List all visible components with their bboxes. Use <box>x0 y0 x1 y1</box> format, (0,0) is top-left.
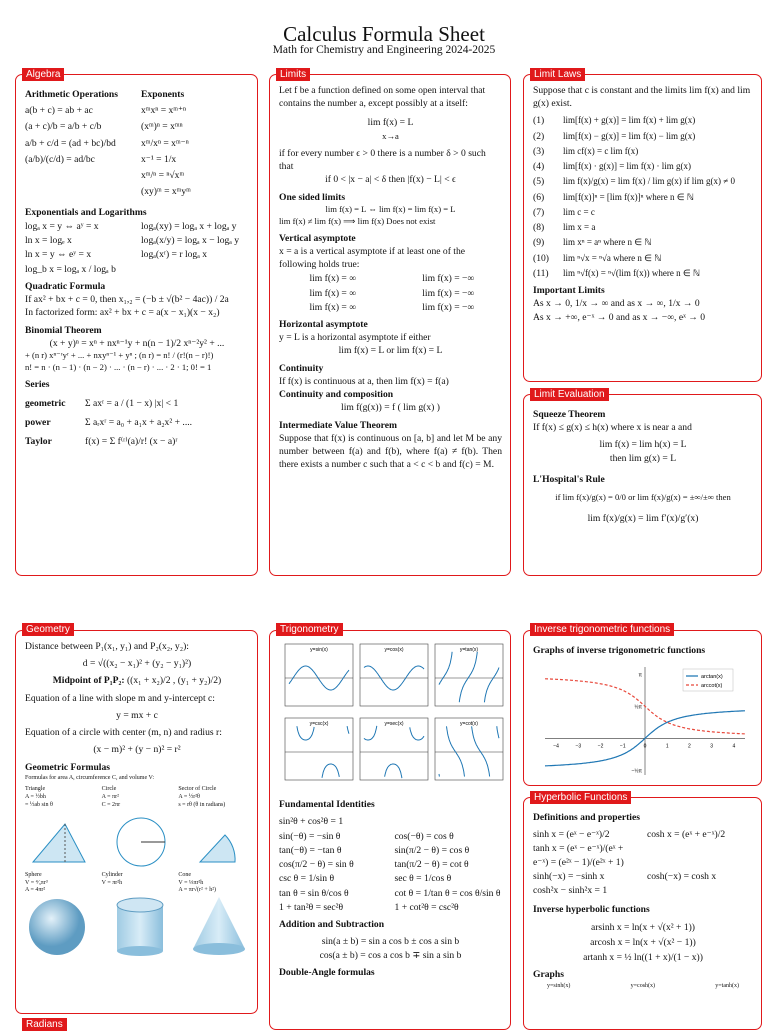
limit-law-formula: lim f(x)/g(x) = lim f(x) / lim g(x) if lim g(x) ≠ 0 <box>563 176 735 187</box>
horizontal-asymptote-heading: Horizontal asymptote <box>279 319 368 330</box>
hyperbolic-def-row <box>533 828 753 841</box>
limit-law <box>533 145 753 158</box>
midpoint-formula: ((x₁ + x₂)/2 , (y₁ + y₂)/2) <box>126 675 222 687</box>
trig-identity-row <box>279 901 502 914</box>
limit-law <box>533 130 753 143</box>
inverse-trig-x-tick: −2 <box>597 743 604 750</box>
inverse-trig-x-tick: −3 <box>575 743 582 750</box>
inverse-trig-y-tick: π <box>638 672 642 679</box>
trig-identity-cell <box>395 815 503 828</box>
vertical-asymptote-heading: Vertical asymptote <box>279 232 356 244</box>
shape-formula-1: A = ½bh <box>25 793 46 800</box>
inverse-trig-x-tick: −1 <box>619 743 626 750</box>
sphere-figure <box>29 899 85 955</box>
series-row <box>25 416 249 429</box>
limit-law <box>533 221 753 234</box>
inverse-trig-x-tick: −4 <box>553 743 559 750</box>
trig-plot <box>360 718 428 780</box>
distance-formula: d = √((x₂ − x₁)² + (y₂ − y₁)²) <box>82 658 192 670</box>
vertical-asymptote-rule-cell: lim f(x) = ∞ <box>309 273 357 285</box>
inverse-hyperbolic-rule: arsinh x = ln(x + √(x² + 1)) <box>590 921 696 933</box>
series-heading: Series <box>25 378 50 390</box>
sector-figure <box>200 835 235 862</box>
trig-plot <box>285 718 353 780</box>
shape-formula-2: = ½ab sin θ <box>25 801 53 808</box>
arithmetic-heading: Arithmetic Operations <box>25 89 118 100</box>
series-name: geometric <box>25 397 66 409</box>
shape-formula-1: V = ⅓πr²h <box>178 879 204 886</box>
limit-law-number: (1) <box>533 115 545 127</box>
inverse-trig-x-tick: 3 <box>710 743 714 750</box>
trig-plot-frame <box>360 718 428 780</box>
limit-law <box>533 160 753 173</box>
exponents-heading: Exponents <box>141 89 185 100</box>
shape-name: Circle <box>101 786 117 793</box>
important-limits-2: As x → +∞, e⁻ˣ → 0 and as x → −∞, eˣ → 0 <box>533 311 706 323</box>
distance-text: Distance between P₁(x₁, y₁) and P₂(x₂, y₂): <box>25 641 189 652</box>
limit-law-number: (10) <box>533 252 549 264</box>
addition-sin: sin(a ± b) = sin a cos b ± cos a sin b <box>321 936 460 948</box>
shape-name: Cylinder <box>101 871 123 878</box>
hyperbolic-graph-title: y=cosh(x) <box>630 982 656 989</box>
exponent-rule: xᵐ/ⁿ = ⁿ√xᵐ <box>141 170 185 182</box>
limit-law <box>533 267 753 280</box>
limit-eval-tag: Limit Evaluation <box>530 388 609 401</box>
limit-laws-intro: Suppose that c is constant and the limits lim f(x) and lim g(x) exist. <box>533 85 751 110</box>
log-rule-cell: logₐ(xʳ) = r logₐ x <box>141 249 208 261</box>
trig-plot <box>360 644 428 706</box>
cone-base <box>193 943 245 955</box>
hyperbolic-graph-title: y=sinh(x) <box>547 982 571 989</box>
log-rule-cell <box>141 263 249 276</box>
inverse-trig-x-tick: 4 <box>732 743 736 750</box>
shapes-bottom-figures <box>25 895 250 957</box>
fundamental-identities-heading: Fundamental Identities <box>279 799 375 811</box>
vertical-asymptote-rule-row <box>279 272 502 285</box>
log-rule-row <box>25 234 249 247</box>
shape-formula-1: A = πr² <box>101 793 119 800</box>
important-limits-heading: Important Limits <box>533 285 605 297</box>
trig-identity-cell: sin(−θ) = −sin θ <box>279 830 341 842</box>
exponent-rule: (xy)ᵐ = xᵐyᵐ <box>141 186 191 198</box>
log-rule-cell: ln x = y ⇔ eʸ = x <box>25 249 92 261</box>
shape-name: Triangle <box>25 786 46 793</box>
hyperbolic-def-row <box>533 870 753 883</box>
limit-laws-tag: Limit Laws <box>530 68 585 81</box>
hyperbolic-def-heading: Definitions and properties <box>533 812 640 823</box>
radians-tag: Radians <box>22 1018 67 1031</box>
series-formula: Σ aᵣxʳ = a₀ + a₁x + a₂x² + .... <box>85 417 193 429</box>
log-rule-row <box>25 248 249 261</box>
composition-heading: Continuity and composition <box>279 389 394 401</box>
trig-identity-row <box>279 887 502 900</box>
important-limits-1: As x → 0, 1/x → ∞ and as x → ∞, 1/x → 0 <box>533 298 700 310</box>
limit-law-number: (9) <box>533 237 545 249</box>
trig-identity-row <box>279 844 502 857</box>
shape-label <box>178 872 249 895</box>
trig-identity-cell: sin(π/2 − θ) = cos θ <box>394 844 470 856</box>
limit-law <box>533 191 753 204</box>
trig-plot-title: y=sec(x) <box>384 721 404 727</box>
shapes-top-figures <box>25 810 250 868</box>
shape-label <box>102 786 173 809</box>
limit-law-formula: lim cf(x) = c lim f(x) <box>563 145 639 156</box>
shape-name: Sector of Circle <box>178 786 217 793</box>
lhospital-1: if lim f(x)/g(x) = 0/0 or lim f(x)/g(x) = ±∞/±∞ then <box>555 492 731 503</box>
squeeze-heading: Squeeze Theorem <box>533 409 606 420</box>
arithmetic-rule: (a/b)/(c/d) = ad/bc <box>25 153 95 165</box>
log-rule-cell: ln x = logₑ x <box>25 235 72 247</box>
trig-identity-cell: cot θ = 1/tan θ = cos θ/sin θ <box>394 887 501 899</box>
limit-def-formula: lim f(x) = L <box>367 117 414 129</box>
inverse-hyperbolic-rule: arcosh x = ln(x + √(x² − 1)) <box>590 936 696 948</box>
inverse-trig-x-tick: 1 <box>665 743 669 750</box>
hyperbolic-graph-title: y=tanh(x) <box>715 982 739 989</box>
series-formula: Σ axʳ = a / (1 − x) |x| < 1 <box>85 397 179 409</box>
inverse-hyperbolic-heading: Inverse hyperbolic functions <box>533 904 650 916</box>
line-formula: y = mx + c <box>116 709 158 721</box>
hyperbolic-graphs-heading: Graphs <box>533 969 564 981</box>
trig-plot-frame <box>360 644 428 706</box>
trig-plot-frame <box>285 718 353 780</box>
shape-formula-2: C = 2πr <box>101 801 121 808</box>
limit-law <box>533 252 753 265</box>
exponent-rule: xᵐxⁿ = xᵐ⁺ⁿ <box>141 105 187 117</box>
vertical-asymptote-rule-cell: lim f(x) = ∞ <box>309 287 357 299</box>
inverse-trig-x-tick: 2 <box>688 743 691 750</box>
limit-law-formula: lim[f(x)]ⁿ = [lim f(x)]ⁿ where n ∈ ℕ <box>563 191 695 202</box>
limit-law-formula: lim ⁿ√f(x) = ⁿ√(lim f(x)) where n ∈ ℕ <box>563 267 701 278</box>
limit-law-formula: lim c = c <box>563 206 595 217</box>
limit-law-formula: lim xⁿ = aⁿ where n ∈ ℕ <box>563 237 652 248</box>
log-rule-row <box>25 263 249 276</box>
exponents-list <box>141 104 249 198</box>
limit-law <box>533 236 753 249</box>
inverse-hyperbolic-rule: artanh x = ½ ln((1 + x)/(1 − x)) <box>583 952 703 964</box>
triangle-figure <box>33 824 85 862</box>
shape-label <box>178 786 249 809</box>
limit-law-formula: lim[f(x) · g(x)] = lim f(x) · lim g(x) <box>563 161 692 172</box>
log-heading: Exponentials and Logarithms <box>25 206 147 218</box>
inverse-trig-heading: Graphs of inverse trigonometric functions <box>533 645 706 656</box>
limit-law-formula: lim ⁿ√x = ⁿ√a where n ∈ ℕ <box>563 252 662 263</box>
geometric-formulas-note: Formulas for area A, circumference C, and volume V: <box>25 774 155 781</box>
inverse-trig-tag: Inverse trigonometric functions <box>530 623 674 636</box>
hyperbolic-def-row <box>533 884 753 897</box>
binomial-line-1: (x + y)ⁿ = xⁿ + nxⁿ⁻¹y + n(n − 1)/2 xⁿ⁻²y² + ... <box>49 337 225 349</box>
trig-identity-row <box>279 858 502 871</box>
shape-formula-1: A = ½r²θ <box>178 793 200 800</box>
limit-law <box>533 175 753 188</box>
one-sided-1: lim f(x) = L ⇔ lim f(x) = lim f(x) = L <box>325 203 456 214</box>
vertical-asymptote-rule-cell: lim f(x) = −∞ <box>422 287 475 299</box>
arithmetic-rule: (a + c)/b = a/b + c/b <box>25 121 102 133</box>
trig-identity-cell: tan θ = sin θ/cos θ <box>279 887 349 899</box>
hyperbolic-def-cell: cosh(−x) = cosh x <box>647 870 717 882</box>
hyperbolic-graph-titles <box>533 982 753 990</box>
hyperbolic-def-cell: sinh x = (eˣ − e⁻ˣ)/2 <box>533 829 610 841</box>
shape-name: Sphere <box>25 871 42 878</box>
hyperbolic-tag: Hyperbolic Functions <box>530 791 631 804</box>
shape-label <box>25 872 96 895</box>
legend-label: arccot(x) <box>701 683 723 690</box>
binomial-heading: Binomial Theorem <box>25 324 102 336</box>
trig-plot <box>285 644 353 706</box>
circle-text: Equation of a circle with center (m, n) and radius r: <box>25 727 222 739</box>
limit-law-number: (7) <box>533 206 545 218</box>
binomial-line-2: + (n r) xⁿ⁻ʳyʳ + ... + nxyⁿ⁻¹ + yⁿ ; (n r) = n! / (r!(n − r)!) <box>25 349 214 360</box>
limit-laws-list <box>533 114 753 280</box>
trig-plot-title: y=cot(x) <box>460 721 478 727</box>
quadratic-heading: Quadratic Formula <box>25 280 106 292</box>
shape-label <box>25 786 96 809</box>
trig-graphs <box>279 640 505 790</box>
exponent-rule: x⁻¹ = 1/x <box>141 153 177 165</box>
trig-identity-cell: sin²θ + cos²θ = 1 <box>279 816 344 828</box>
trig-identity-row <box>279 830 502 843</box>
limit-law-number: (5) <box>533 176 545 188</box>
line-text: Equation of a line with slope m and y-intercept c: <box>25 692 215 704</box>
trig-plot-frame <box>435 718 503 780</box>
inverse-trig-y-tick: −½π <box>631 768 642 775</box>
exponent-rule: xᵐ/xⁿ = xᵐ⁻ⁿ <box>141 137 189 149</box>
trig-identity-row <box>279 815 502 828</box>
trig-identity-cell: 1 + cot²θ = csc²θ <box>394 901 459 913</box>
trig-plot <box>435 644 503 706</box>
trigonometry-section <box>269 630 511 1030</box>
circle-formula: (x − m)² + (y − n)² = r² <box>93 744 181 756</box>
series-list <box>25 397 249 449</box>
shapes-top-row <box>25 786 249 809</box>
hyperbolic-defs-list <box>533 828 753 897</box>
quadratic-formula: If ax² + bx + c = 0, then x₁,₂ = (−b ± √(b² − 4ac)) / 2a <box>25 294 229 306</box>
trig-identity-cell: tan(π/2 − θ) = cot θ <box>394 859 469 871</box>
series-name: power <box>25 417 51 429</box>
trig-plot-title: y=csc(x) <box>309 721 329 727</box>
cone-figure <box>193 897 245 949</box>
hyperbolic-def-row <box>533 842 753 868</box>
composition-formula: lim f(g(x)) = f ( lim g(x) ) <box>341 402 440 414</box>
cylinder-top <box>117 898 163 912</box>
hyperbolic-def-cell: cosh²x − sinh²x = 1 <box>533 885 608 897</box>
limits-section <box>269 74 511 576</box>
trig-plot-title: y=sin(x) <box>310 647 328 653</box>
hyperbolic-def-cell: sinh(−x) = −sinh x <box>533 870 605 882</box>
arithmetic-rule: a(b + c) = ab + ac <box>25 105 93 117</box>
trig-identity-cell: cos(π/2 − θ) = sin θ <box>279 859 354 871</box>
shape-formula-2: s = rθ (θ in radians) <box>178 801 226 808</box>
horizontal-asymptote-text: y = L is a horizontal asymptote if either <box>279 332 431 344</box>
series-name: Taylor <box>25 436 52 448</box>
log-rule-cell: logₐ(x/y) = logₐ x − logₐ y <box>141 235 240 247</box>
epsilon-text: if for every number ϵ > 0 there is a number δ > 0 such that <box>279 147 486 173</box>
inverse-trig-section <box>523 630 762 786</box>
cylinder-bottom <box>117 946 163 956</box>
page-subtitle: Math for Chemistry and Engineering 2024-2025 <box>272 44 496 56</box>
shape-label <box>102 872 173 895</box>
log-rule-cell: log_b x = logₐ x / logₐ b <box>25 263 116 275</box>
ivt-heading: Intermediate Value Theorem <box>279 419 397 431</box>
limits-intro: Let f be a function defined on some open interval that contains the number a, except possibly at a itself: <box>279 85 486 110</box>
limit-eval-section <box>523 394 762 576</box>
shape-name: Cone <box>178 871 192 878</box>
vertical-asymptote-rule-row <box>279 301 502 314</box>
squeeze-2: then lim g(x) = L <box>609 452 677 464</box>
binomial-line-3: n! = n · (n − 1) · (n − 2) · ... · (n − r) · ... · 2 · 1; 0! = 1 <box>25 361 212 372</box>
continuity-text: If f(x) is continuous at a, then lim f(x) = f(a) <box>279 375 449 387</box>
geometric-formulas-heading: Geometric Formulas <box>25 761 110 773</box>
vertical-asymptote-rule-cell: lim f(x) = ∞ <box>309 301 357 313</box>
trigonometry-tag: Trigonometry <box>276 623 343 636</box>
vertical-asymptote-rule-cell: lim f(x) = −∞ <box>422 301 475 313</box>
hyperbolic-section <box>523 797 762 1030</box>
continuity-heading: Continuity <box>279 362 324 374</box>
trig-identity-cell: csc θ = 1/sin θ <box>279 873 335 885</box>
inverse-trig-x-tick: 0 <box>643 743 647 750</box>
epsilon-delta: if 0 < |x − a| < δ then |f(x) − L| < ϵ <box>325 174 456 186</box>
limit-law-number: (3) <box>533 145 545 157</box>
horizontal-asymptote-formula: lim f(x) = L or lim f(x) = L <box>338 345 443 357</box>
limit-law-number: (2) <box>533 130 545 142</box>
shapes-bottom-row <box>25 872 249 895</box>
hyperbolic-def-cell: tanh x = (eˣ − e⁻ˣ)/(eˣ + e⁻ˣ) = (e²ˣ − 1)/(e²ˣ + 1) <box>533 843 624 868</box>
log-rule-cell: logₐ(xy) = logₐ x + logₐ y <box>141 220 237 232</box>
algebra-tag: Algebra <box>22 68 64 81</box>
trig-identity-cell: sec θ = 1/cos θ <box>394 873 452 885</box>
fundamental-identities-list <box>279 815 502 914</box>
squeeze-text: If f(x) ≤ g(x) ≤ h(x) where x is near a and <box>533 422 692 434</box>
trig-plot-title: y=tan(x) <box>459 647 479 653</box>
ivt-text: Suppose that f(x) is continuous on [a, b] and let M be any number between f(a) and f(b), where f(a) ≠ f(b). Then there exists a number c such that a < c < b and f(c) = M. <box>279 432 502 471</box>
log-rule-row <box>25 220 249 233</box>
lhospital-heading: L'Hospital's Rule <box>533 473 605 485</box>
exponent-rule: (xᵐ)ⁿ = xᵐⁿ <box>141 121 183 133</box>
limits-tag: Limits <box>276 68 310 81</box>
hyperbolic-def-cell: cosh x = (eˣ + e⁻ˣ)/2 <box>647 829 726 841</box>
series-row <box>25 397 249 410</box>
trig-identity-cell: 1 + tan²θ = sec²θ <box>279 901 344 913</box>
inverse-trig-y-tick: ½π <box>634 704 642 711</box>
limit-laws-section <box>523 74 762 382</box>
squeeze-1: lim f(x) = lim h(x) = L <box>599 439 687 451</box>
limit-law <box>533 206 753 219</box>
vertical-asymptote-list <box>279 272 502 314</box>
limit-law-number: (4) <box>533 161 545 173</box>
limit-law-formula: lim[f(x) − g(x)] = lim f(x) − lim g(x) <box>563 130 696 141</box>
limit-law-number: (8) <box>533 222 545 234</box>
limit-law-formula: lim x = a <box>563 222 596 233</box>
geometry-tag: Geometry <box>22 623 74 636</box>
series-row <box>25 435 249 448</box>
shape-formula-2: A = 4πr² <box>25 887 46 894</box>
vertical-asymptote-rule-cell: lim f(x) = −∞ <box>422 273 475 285</box>
arithmetic-rule: a/b + c/d = (ad + bc)/bd <box>25 137 116 149</box>
hyperbolic-def-cell <box>647 884 753 897</box>
series-formula: f(x) = Σ f⁽ʳ⁾(a)/r! (x − a)ʳ <box>85 436 178 448</box>
limit-def-sub: x→a <box>382 130 399 141</box>
trig-identity-cell: tan(−θ) = −tan θ <box>279 844 342 856</box>
shape-formula-2: A = πr√(r² + h²) <box>178 887 217 894</box>
arithmetic-list <box>25 104 133 166</box>
trig-identity-cell: cos(−θ) = cos θ <box>394 830 454 842</box>
quadratic-factored: In factorized form: ax² + bx + c = a(x − x₁)(x − x₂) <box>25 307 220 319</box>
limit-law-formula: lim[f(x) + g(x)] = lim f(x) + lim g(x) <box>563 115 696 126</box>
limit-law-number: (11) <box>533 267 549 279</box>
one-sided-2: lim f(x) ≠ lim f(x) ⟹ lim f(x) Does not exist <box>279 215 436 226</box>
shape-formula-1: V = πr²h <box>101 879 123 886</box>
one-sided-heading: One sided limits <box>279 191 346 203</box>
geometry-section <box>15 630 258 1014</box>
addition-cos: cos(a ± b) = cos a cos b ∓ sin a sin b <box>319 949 462 961</box>
log-list <box>25 220 249 276</box>
vertical-asymptote-rule-row <box>279 287 502 300</box>
trig-identity-row <box>279 872 502 885</box>
inverse-trig-chart <box>533 657 755 779</box>
log-rule-cell: logₐ x = y ⇔ aʸ = x <box>25 220 99 232</box>
limit-law <box>533 114 753 127</box>
page-title: Calculus Formula Sheet <box>283 22 485 46</box>
midpoint-label: Midpoint of P₁P₂: <box>52 675 125 687</box>
trig-plot-title: y=cos(x) <box>384 647 404 653</box>
hyperbolic-def-cell <box>647 842 753 868</box>
legend-label: arctan(x) <box>701 674 723 681</box>
lhospital-2: lim f(x)/g(x) = lim f′(x)/g′(x) <box>587 513 699 525</box>
addition-heading: Addition and Subtraction <box>279 919 385 931</box>
limit-definition <box>279 116 502 142</box>
algebra-section <box>15 74 258 576</box>
double-angle-heading: Double-Angle formulas <box>279 966 375 978</box>
limit-law-number: (6) <box>533 191 545 203</box>
trig-plot <box>435 718 503 780</box>
shape-formula-1: V = ⁴⁄₃πr³ <box>25 879 48 886</box>
inverse-hyperbolic-list <box>533 921 753 965</box>
vertical-asymptote-text: x = a is a vertical asymptote if at least one of the following holds true: <box>279 245 466 271</box>
